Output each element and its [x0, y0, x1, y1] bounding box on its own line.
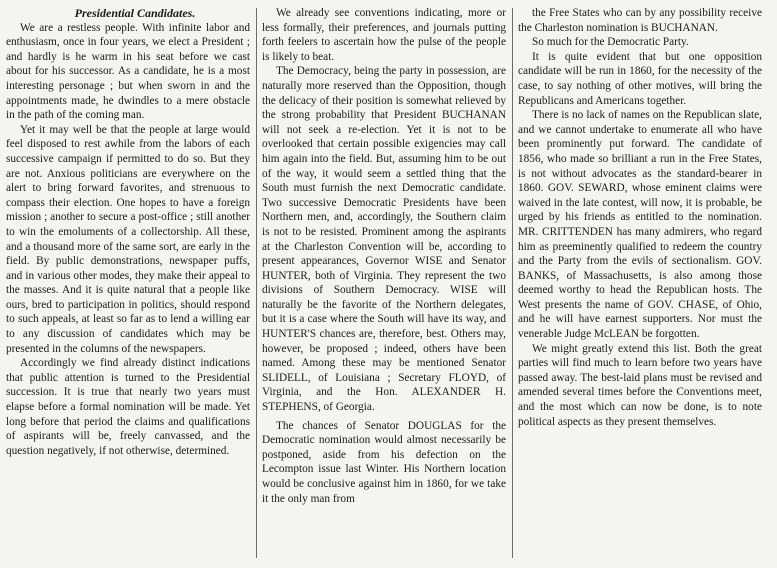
- paragraph: It is quite evident that but one opposition candidate will be run in 1860, for the necessity of the case, to say nothing of other motives, will bring the Republicans and Americans together.: [518, 50, 762, 107]
- paragraph: The Democracy, being the party in possession, are naturally more reserved than the Opposition, though the delicacy of their position is somewhat relieved by the strong probability that President BUCHANAN will not seek a re-election. Yet it is not to be overlooked that certain possible exigencies may call him again into the field. But, assuming him to be out of the way, it would seem a settled thing that the South must furnish the next Democratic candidate. Two successive Democratic Presidents have been Northern men, and, accordingly, the Southern claim is not to be resisted. Prominent among the aspirants at the Charleston Convention will be, according to present appearances, Governor WISE and Senator HUNTER, both of Virginia. They represent the two divisions of Southern Democracy. WISE will naturally be the favorite of the Northern delegates, but it is a case where the South will have its way, and HUNTER'S chances are, therefore, best. Others may, however, be proposed ; indeed, others have been named. Among these may be mentioned Senator SLIDELL, of Louisiana ; Secretary FLOYD, of Virginia, and the Hon. ALEXANDER H. STEPHENS, of Georgia.: [262, 65, 506, 414]
- column-divider: [256, 8, 257, 558]
- paragraph: Yet it may well be that the people at large would feel disposed to rest awhile from the labors of each successive campaign if permitted to do so. But they are not. Anxious politicians are everywhere on the alert to bring forward favorites, and strenuous to compass their election. One hopes to have a foreign mission ; another to secure a post-office ; still another to win the emoluments of a collectorship. All these, and a thousand more of the same sort, are early in the field. By public demonstrations, newspaper puffs, and in various other modes, they make their appeal to the masses. And it is quite natural that a people like ours, bred to participation in politics, should respond to such appeals, at least so far as to lend a willing ear to any discussion of candidates which may be presented in the columns of the newspapers.: [6, 123, 250, 355]
- column-divider: [512, 8, 513, 558]
- paragraph: We are a restless people. With infinite labor and enthusiasm, once in four years, we elect a President ; and hardly is he warm in his seat before we cast about for his successor. As a candidate, he is a most interesting personage ; but when sworn in and the appointments made, he dwindles to a mere obstacle in the path of the coming man.: [6, 21, 250, 122]
- paragraph: We might greatly extend this list. Both the great parties will find much to learn before two years have passed away. The best-laid plans must be revised and amended several times before the Conventions meet, and the most which can now be done, is to note political aspects as they present themselves.: [518, 342, 762, 428]
- column-1: [6, 6, 250, 562]
- paragraph: Accordingly we find already distinct indications that public attention is turned to the Presidential succession. It is true that nearly two years must elapse before a formal nomination will be made. Yet long before that period the claims and qualifications of aspirants will be, freely canvassed, and the question negatively, if not otherwise, determined.: [6, 357, 250, 457]
- paragraph: We already see conventions indicating, more or less formally, their preferences, and journals putting forth feelers to ascertain how the pulse of the people is likely to beat.: [262, 7, 506, 63]
- headline: Presidential Candidates.: [74, 6, 196, 20]
- paragraph: There is no lack of names on the Republican slate, and we cannot undertake to enumerate all who have been prominently put forward. The candidate of 1856, who made so brilliant a run in the Free States, is not without advocates as the standard-bearer in 1860. GOV. SEWARD, whose eminent claims were waived in the late contest, will now, it is probable, be urged by his friends as entitled to the nomination. MR. CRITTENDEN has many admirers, who regard him as preeminently qualified to redeem the country and the Party from the evils of sectionalism. GOV. BANKS, of Massachusetts, is also among those deemed worthy to head the Republican hosts. The West presents the name of GOV. CHASE, of Ohio, and he will have earnest supporters. Nor must the venerable Judge McLEAN be forgotten.: [518, 109, 762, 341]
- paragraph: So much for the Democratic Party.: [532, 36, 689, 49]
- column-3: [518, 6, 762, 562]
- paragraph: the Free States who can by any possibility receive the Charleston nomination is BUCHANAN.: [518, 7, 762, 34]
- column-2: [262, 6, 506, 562]
- paragraph: The chances of Senator DOUGLAS for the Democratic nomination would almost necessarily be postponed, aside from his defection on the Lecompton issue last Winter. His Northern location would be conclusive against him in 1860, for we take it the only man from: [262, 419, 506, 505]
